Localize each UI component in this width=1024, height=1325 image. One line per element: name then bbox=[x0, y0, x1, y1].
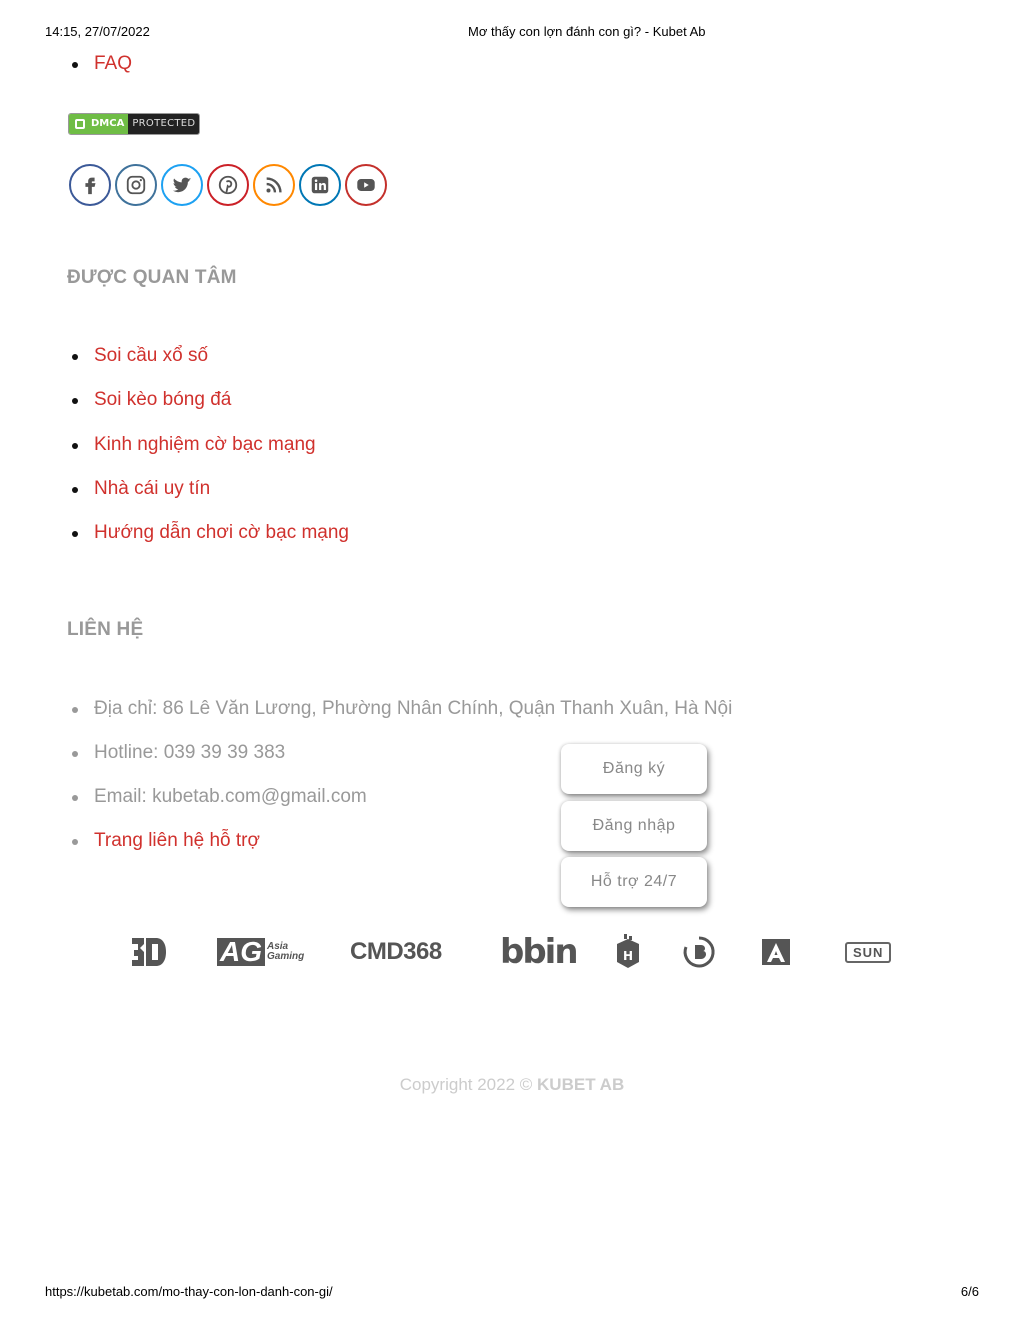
partner-logos bbox=[0, 930, 1024, 974]
bbin-logo: bbin bbox=[500, 932, 577, 972]
support-button[interactable]: Hỗ trợ 24/7 bbox=[561, 857, 707, 907]
kinh-nghiem-link[interactable]: Kinh nghiệm cờ bạc mạng bbox=[94, 433, 316, 455]
ag-mark: AG bbox=[217, 938, 265, 966]
list-item bbox=[70, 433, 349, 457]
svg-text:H: H bbox=[622, 949, 634, 963]
asia-gaming-logo bbox=[217, 930, 304, 974]
list-item bbox=[70, 477, 349, 501]
list-item bbox=[70, 52, 132, 76]
print-header bbox=[0, 24, 1024, 42]
support-page-link[interactable]: Trang liên hệ hỗ trợ bbox=[94, 830, 260, 851]
print-page-number: 6/6 bbox=[960, 1284, 979, 1299]
b-logo-icon bbox=[682, 930, 716, 974]
soi-cau-link[interactable]: Soi cầu xổ số bbox=[94, 345, 209, 366]
copyright bbox=[0, 1075, 1024, 1095]
contact-email: Email: kubetab.com@gmail.com bbox=[70, 785, 732, 809]
lock-icon bbox=[69, 114, 91, 134]
faq-list bbox=[70, 52, 132, 76]
ag-asia: Asia bbox=[267, 941, 289, 952]
3d-logo-icon bbox=[130, 930, 168, 974]
register-button[interactable]: Đăng ký bbox=[561, 744, 707, 794]
social-icons bbox=[69, 164, 387, 206]
copyright-brand: KUBET AB bbox=[537, 1075, 625, 1094]
contact-hotline: Hotline: 039 39 39 383 bbox=[70, 741, 732, 765]
instagram-icon[interactable] bbox=[115, 164, 157, 206]
dmca-badge[interactable] bbox=[68, 113, 200, 135]
sun-logo bbox=[845, 930, 891, 974]
linkedin-icon[interactable] bbox=[299, 164, 341, 206]
list-item bbox=[70, 344, 349, 368]
nha-cai-link[interactable]: Nhà cái uy tín bbox=[94, 477, 211, 499]
facebook-icon[interactable] bbox=[69, 164, 111, 206]
soi-keo-link[interactable]: Soi kèo bóng đá bbox=[94, 389, 232, 411]
contact-heading: LIÊN HỆ bbox=[67, 619, 144, 640]
youtube-icon[interactable] bbox=[345, 164, 387, 206]
pinterest-icon[interactable] bbox=[207, 164, 249, 206]
login-button[interactable]: Đăng nhập bbox=[561, 801, 707, 851]
list-item bbox=[70, 388, 349, 412]
contact-address: Địa chỉ: 86 Lê Văn Lương, Phường Nhân Chính, Quận Thanh Xuân, Hà Nội bbox=[70, 697, 732, 721]
huong-dan-link[interactable]: Hướng dẫn chơi cờ bạc mạng bbox=[94, 522, 349, 544]
protected-label: PROTECTED bbox=[128, 114, 199, 134]
cmd368-logo: CMD368 bbox=[350, 938, 442, 965]
print-title: Mơ thấy con lợn đánh con gì? - Kubet Ab bbox=[468, 24, 706, 39]
interest-list bbox=[70, 344, 349, 565]
habanero-logo-icon bbox=[615, 930, 641, 974]
rss-icon[interactable] bbox=[253, 164, 295, 206]
dmca-label: DMCA bbox=[91, 114, 128, 134]
print-footer bbox=[0, 1284, 1024, 1302]
twitter-icon[interactable] bbox=[161, 164, 203, 206]
print-url: https://kubetab.com/mo-thay-con-lon-danh-con-gi/ bbox=[45, 1284, 333, 1299]
list-item bbox=[70, 521, 349, 545]
a-logo-icon bbox=[760, 930, 792, 974]
print-datetime: 14:15, 27/07/2022 bbox=[45, 24, 150, 39]
interest-heading: ĐƯỢC QUAN TÂM bbox=[67, 267, 237, 288]
ag-gaming: Gaming bbox=[267, 951, 305, 962]
faq-link[interactable]: FAQ bbox=[94, 53, 133, 74]
sun-label: SUN bbox=[845, 942, 891, 963]
copyright-prefix: Copyright 2022 © bbox=[399, 1075, 538, 1094]
